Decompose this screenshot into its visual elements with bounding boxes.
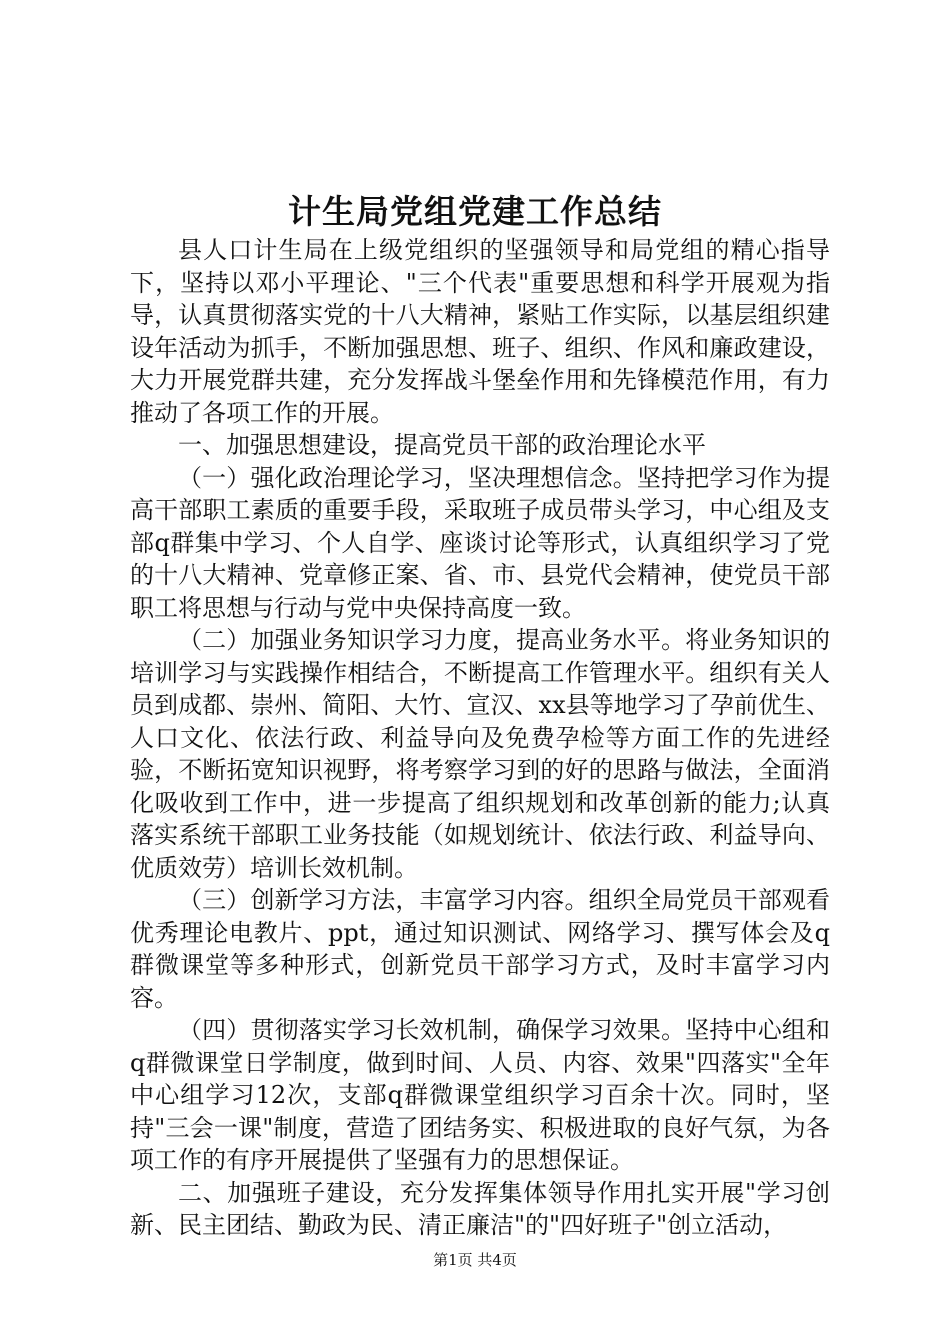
paragraph-item-1: （一）强化政治理论学习，坚决理想信念。坚持把学习作为提高干部职工素质的重要手段，采取班子成员带头学习，中心组及支部q群集中学习、个人自学、座谈讨论等形式，认真组织学习了党的十八大精神、党章修正案、省、市、县党代会精神，使党员干部职工将思想与行动与党中央保持高度一致。 — [130, 463, 830, 622]
paragraph-item-4: （四）贯彻落实学习长效机制，确保学习效果。坚持中心组和q群微课堂日学制度，做到时间、人员、内容、效果"四落实"全年中心组学习12次，支部q群微课堂组织学习百余十次。同时，坚持"三会一课"制度，营造了团结务实、积极进取的良好气氛，为各项工作的有序开展提供了坚强有力的思想保证。 — [130, 1016, 830, 1174]
page-footer: 第1页 共4页 — [433, 1251, 517, 1269]
paragraph-item-3: （三）创新学习方法，丰富学习内容。组织全局党员干部观看优秀理论电教片、ppt，通过知识测试、网络学习、撰写体会及q群微课堂等多种形式，创新党员干部学习方式，及时丰富学习内容。 — [130, 886, 830, 1012]
paragraph-intro: 县人口计生局在上级党组织的坚强领导和局党组的精心指导下，坚持以邓小平理论、"三个代表"重要思想和科学开展观为指导，认真贯彻落实党的十八大精神，紧贴工作实际，以基层组织建设年活动为抓手，不断加强思想、班子、组织、作风和廉政建设，大力开展党群共建，充分发挥战斗堡垒作用和先锋模范作用，有力推动了各项工作的开展。 — [130, 236, 830, 427]
section-heading-1: 一、加强思想建设，提高党员干部的政治理论水平 — [178, 431, 706, 459]
paragraph-item-2: （二）加强业务知识学习力度，提高业务水平。将业务知识的培训学习与实践操作相结合，不断提高工作管理水平。组织有关人员到成都、崇州、简阳、大竹、宣汉、xx县等地学习了孕前优生、人口文化、依法行政、利益导向及免费孕检等方面工作的先进经验，不断拓宽知识视野，将考察学习到的好的思路与做法，全面消化吸收到工作中，进一步提高了组织规划和改革创新的能力;认真落实系统干部职工业务技能（如规划统计、依法行政、利益导向、优质效劳）培训长效机制。 — [130, 626, 830, 882]
document-title: 计生局党组党建工作总结 — [288, 192, 662, 231]
document-body — [130, 234, 830, 1242]
section-heading-2: 二、加强班子建设，充分发挥集体领导作用扎实开展"学习创新、民主团结、勤政为民、清正廉洁"的"四好班子"创立活动， — [130, 1178, 830, 1239]
